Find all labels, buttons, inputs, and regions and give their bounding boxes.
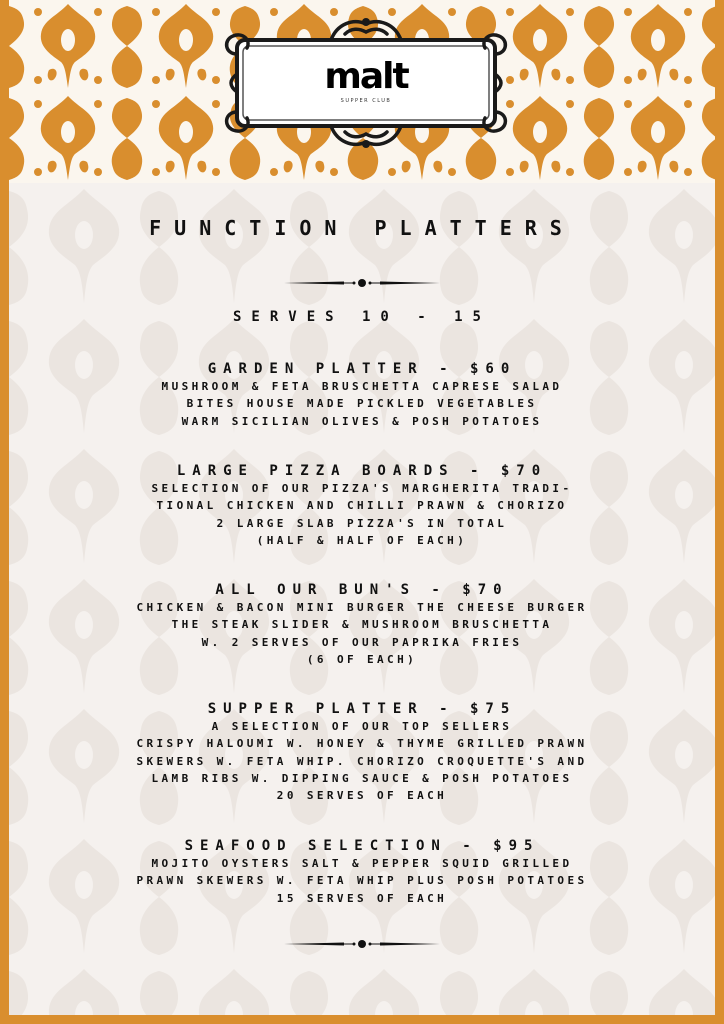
section-title: SEAFOOD SELECTION - $95 [184, 838, 540, 854]
section-line: BITES HOUSE MADE PICKLED VEGETABLES [186, 397, 538, 411]
section-line: (6 OF EACH) [306, 652, 418, 666]
section-line: 15 SERVES OF EACH [276, 891, 448, 905]
section-title: ALL OUR BUN'S - $70 [215, 582, 509, 598]
menu-section-pizza [9, 462, 715, 549]
section-line: 2 LARGE SLAB PIZZA'S IN TOTAL [216, 516, 508, 530]
brand-tagline: SUPPER CLUB [340, 97, 392, 104]
flourish-divider-icon [282, 278, 442, 288]
section-line: THE STEAK SLIDER & MUSHROOM BRUSCHETTA [171, 618, 553, 632]
section-title: LARGE PIZZA BOARDS - $70 [176, 463, 548, 479]
section-line: 20 SERVES OF EACH [276, 789, 448, 803]
section-line: TIONAL CHICKEN AND CHILLI PRAWN & CHORIZO [156, 499, 568, 513]
menu-content [9, 183, 715, 1015]
section-title: SUPPER PLATTER - $75 [207, 701, 517, 717]
section-line: CRISPY HALOUMI W. HONEY & THYME GRILLED PRAWN [136, 737, 588, 751]
section-line: CHICKEN & BACON MINI BURGER THE CHEESE BURGER [136, 601, 588, 614]
header-banner [9, 0, 715, 183]
section-line: SKEWERS W. FETA WHIP. CHORIZO CROQUETTE'S AND [136, 754, 588, 768]
menu-section-buns [9, 581, 715, 668]
section-line: SELECTION OF OUR PIZZA'S MARGHERITA TRADI- [151, 482, 573, 495]
serves-note: SERVES 10 - 15 [232, 309, 491, 325]
brand-logo [237, 42, 495, 120]
menu-section-supper [9, 700, 715, 804]
section-line: PRAWN SKEWERS W. FETA WHIP PLUS POSH POTATOES [136, 874, 588, 888]
section-line: MUSHROOM & FETA BRUSCHETTA CAPRESE SALAD [161, 380, 563, 393]
section-line: W. 2 SERVES OF OUR PAPRIKA FRIES [201, 635, 523, 649]
brand-name: malt [324, 55, 408, 97]
section-line: LAMB RIBS W. DIPPING SAUCE & POSH POTATOES [151, 771, 573, 785]
page-title: FUNCTION PLATTERS [149, 216, 575, 240]
section-line: WARM SICILIAN OLIVES & POSH POTATOES [181, 414, 543, 428]
flourish-divider-icon [282, 939, 442, 949]
section-line: A SELECTION OF OUR TOP SELLERS [211, 720, 513, 733]
section-title: GARDEN PLATTER - $60 [207, 361, 517, 377]
section-line: (HALF & HALF OF EACH) [256, 533, 468, 547]
menu-section-garden [9, 360, 715, 430]
section-line: MOJITO OYSTERS SALT & PEPPER SQUID GRILLED [151, 857, 573, 870]
menu-section-seafood [9, 837, 715, 907]
